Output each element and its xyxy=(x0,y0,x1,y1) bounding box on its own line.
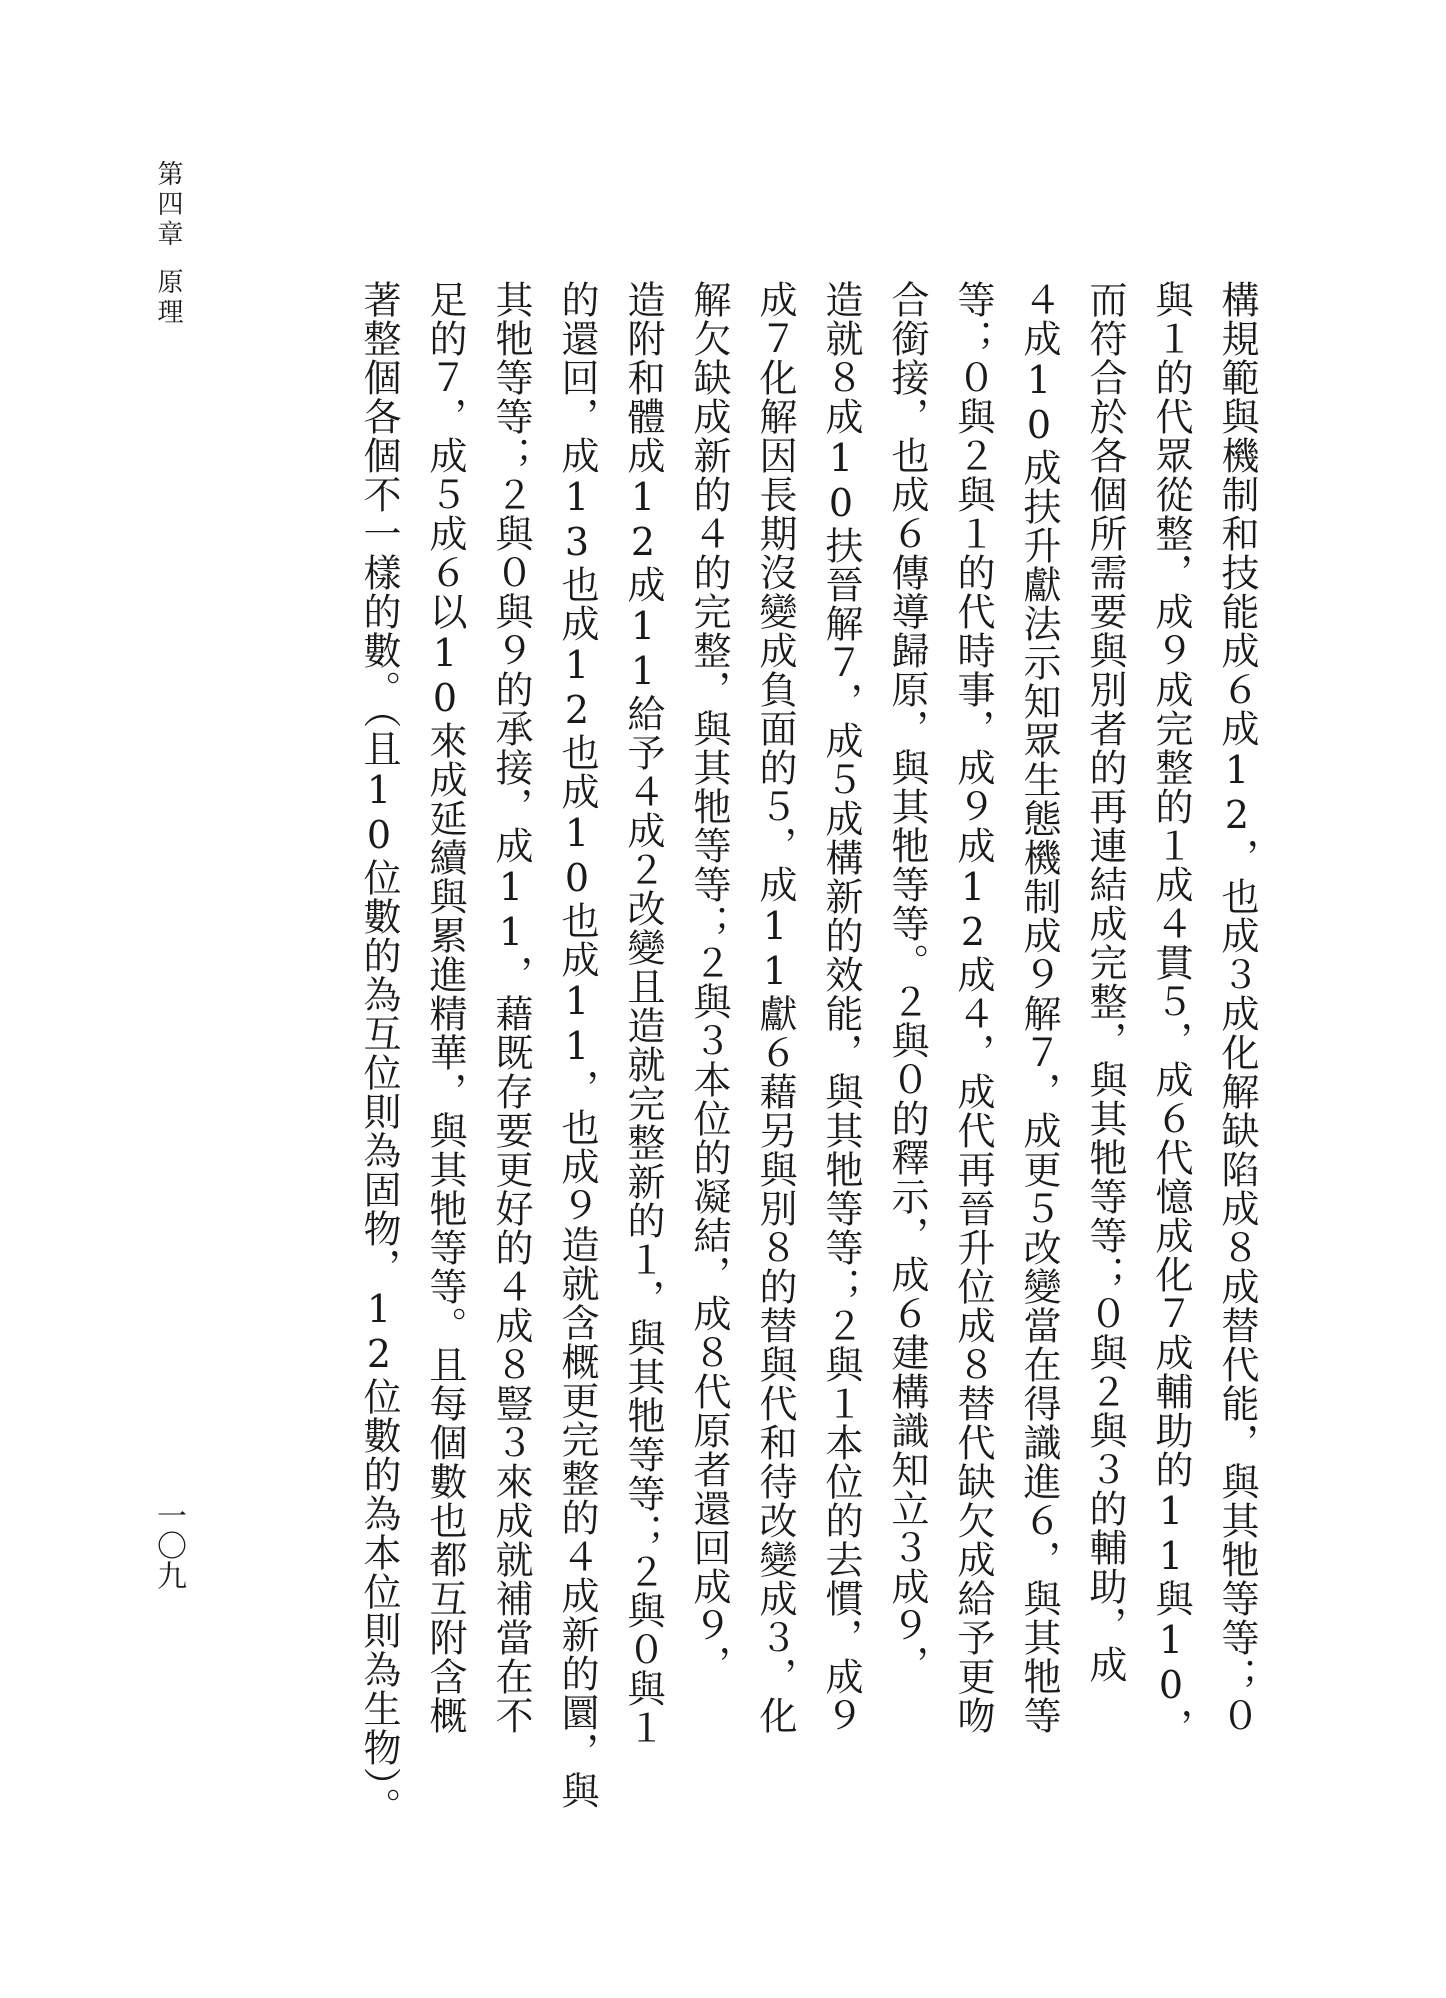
text-column: 造附和體成12成11給予４成２改變且造就完整新的１，與其牠等等；２與０與１ xyxy=(621,280,665,1747)
text-column: 著整個各個不一樣的數。（且10位數的為互位則為固物，12位數的為本位則為生物）。 xyxy=(357,280,401,1826)
text-column: 與１的代眾從整，成９成完整的１成４貫５，成６代憶成化７成輔助的11與10， xyxy=(1149,280,1193,1747)
text-column: 成７化解因長期沒變成負面的５，成11獻６藉另與別８的替與代和待改變成３，化 xyxy=(753,280,797,1735)
text-column: 等；０與２與１的代時事，成９成12成４，成代再晉升位成８替代缺欠成給予更吻 xyxy=(951,280,995,1735)
text-column: 造就８成10扶晉解７，成５成構新的效能，與其牠等等；２與１本位的去慣，成９ xyxy=(819,280,863,1735)
chapter-label: 第四章 xyxy=(153,160,183,250)
text-column: 合銜接，也成６傳導歸原，與其牠等等。２與０的釋示，成６建構識知立３成９， xyxy=(885,280,929,1684)
text-column: 而符合於各個所需要與別者的再連結成完整，與其牠等等；０與２與３的輔助，成 xyxy=(1083,280,1127,1684)
text-column: ４成10成扶升獻法示知眾生態機制成９解７，成更５改變當在得識進６，與其牠等 xyxy=(1017,280,1061,1735)
section-label: 原理 xyxy=(153,268,183,328)
text-column: 構規範與機制和技能成６成12，也成３成化解缺陷成８成替代能，與其牠等等；０ xyxy=(1215,280,1259,1735)
text-column: 的還回，成13也成12也成10也成11，也成９造就含概更完整的４成新的圜，與 xyxy=(555,280,599,1810)
text-column: 其牠等等；２與０與９的承接，成11，藉既存要更好的４成８豎３來成就補當在不 xyxy=(489,280,533,1735)
running-head xyxy=(150,160,186,380)
page-number: 一〇九 xyxy=(151,1500,186,1590)
text-column: 解欠缺成新的４的完整，與其牠等等；２與３本位的凝結，成８代原者還回成９， xyxy=(687,280,731,1684)
text-column: 足的７，成５成６以10來成延續與累進精華，與其牠等等。且每個數也都互附含概 xyxy=(423,280,467,1735)
body-text xyxy=(310,280,1270,1840)
